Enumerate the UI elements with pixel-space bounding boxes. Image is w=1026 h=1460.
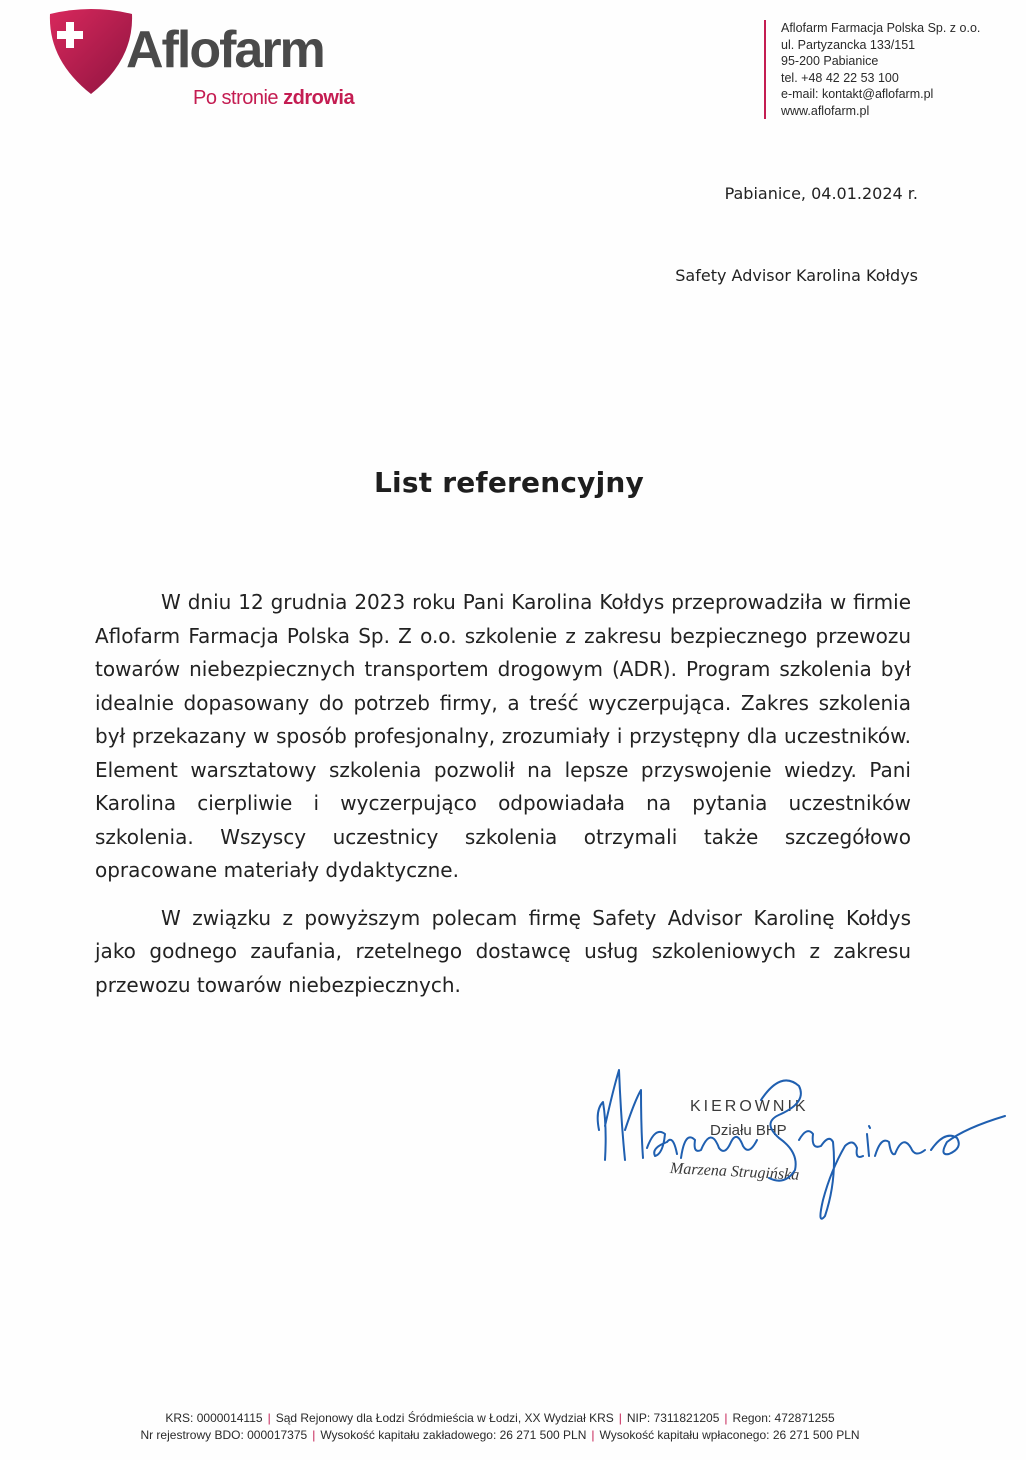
company-email: e-mail: kontakt@aflofarm.pl — [781, 87, 934, 101]
company-city: 95-200 Pabianice — [781, 54, 879, 68]
page-footer — [60, 1410, 940, 1444]
footer-court: Sąd Rejonowy dla Łodzi Śródmieścia w Łodzi, XX Wydział KRS — [275, 1411, 614, 1425]
footer-separator: | — [591, 1428, 595, 1442]
company-logo — [46, 8, 386, 108]
stamp-name: Marzena Strugińska — [669, 1160, 800, 1184]
footer-separator: | — [267, 1411, 271, 1425]
company-street: ul. Partyzancka 133/151 — [781, 37, 916, 52]
letter-body — [95, 586, 911, 1002]
stamp-title: KIEROWNIK — [690, 1098, 809, 1115]
footer-paid-capital: Wysokość kapitału wpłaconego: 26 271 500 PLN — [599, 1428, 860, 1442]
brand-name: Aflofarm — [126, 21, 324, 79]
body-paragraph-2: W związku z powyższym polecam firmę Safety Advisor Karolinę Kołdys jako godnego zaufania, rzetelnego dostawcę usług szkoleniowych z zakresu przewozu towarów niebezpiecznych. — [95, 905, 911, 997]
footer-separator: | — [724, 1411, 728, 1425]
handwritten-signature — [585, 1030, 1015, 1230]
footer-separator: | — [618, 1411, 622, 1425]
footer-bdo: Nr rejestrowy BDO: 000017375 — [140, 1428, 308, 1442]
company-website: www.aflofarm.pl — [781, 103, 870, 118]
footer-nip: NIP: 7311821205 — [626, 1411, 720, 1425]
tagline-bold: zdrowia — [283, 87, 355, 109]
tagline-light: Po stronie — [193, 87, 279, 109]
brand-tagline — [193, 88, 354, 108]
stamp-department: Działu BHP — [710, 1122, 787, 1139]
company-name: Aflofarm Farmacja Polska Sp. z o.o. — [781, 21, 981, 35]
footer-line-2 — [60, 1427, 940, 1444]
letter-title: List referencyjny — [374, 466, 644, 499]
footer-regon: Regon: 472871255 — [732, 1411, 835, 1425]
footer-line-1 — [60, 1410, 940, 1427]
footer-separator: | — [312, 1428, 316, 1442]
footer-krs: KRS: 0000014115 — [165, 1411, 263, 1425]
letter-date: Pabianice, 04.01.2024 r. — [724, 184, 918, 203]
body-paragraph-1: W dniu 12 grudnia 2023 roku Pani Karolina Kołdys przeprowadziła w firmie Aflofarm Farmacja Polska Sp. Z o.o. szkolenie z zakresu bezpiecznego przewozu towarów niebezpiecznych transportem drogowym (ADR). Program szkolenia był idealnie dopasowany do potrzeb firmy, a treść wyczerpująca. Zakres szkolenia był przekazany w sposób profesjonalny, zrozumiały i przystępny dla uczestników. Element warsztatowy szkolenia pozwolił na lepsze przyswojenie wiedzy. Pani Karolina cierpliwie i wyczerpująco odpowiadała na pytania uczestników szkolenia. Wszyscy uczestnicy szkolenia otrzymali także szczegółowo opracowane materiały dydaktyczne. — [95, 590, 911, 882]
company-phone: tel. +48 42 22 53 100 — [781, 70, 899, 85]
footer-share-capital: Wysokość kapitału zakładowego: 26 271 500 PLN — [320, 1428, 587, 1442]
shield-cross-icon — [46, 8, 136, 98]
company-address — [764, 20, 980, 119]
letter-recipient: Safety Advisor Karolina Kołdys — [675, 266, 918, 285]
